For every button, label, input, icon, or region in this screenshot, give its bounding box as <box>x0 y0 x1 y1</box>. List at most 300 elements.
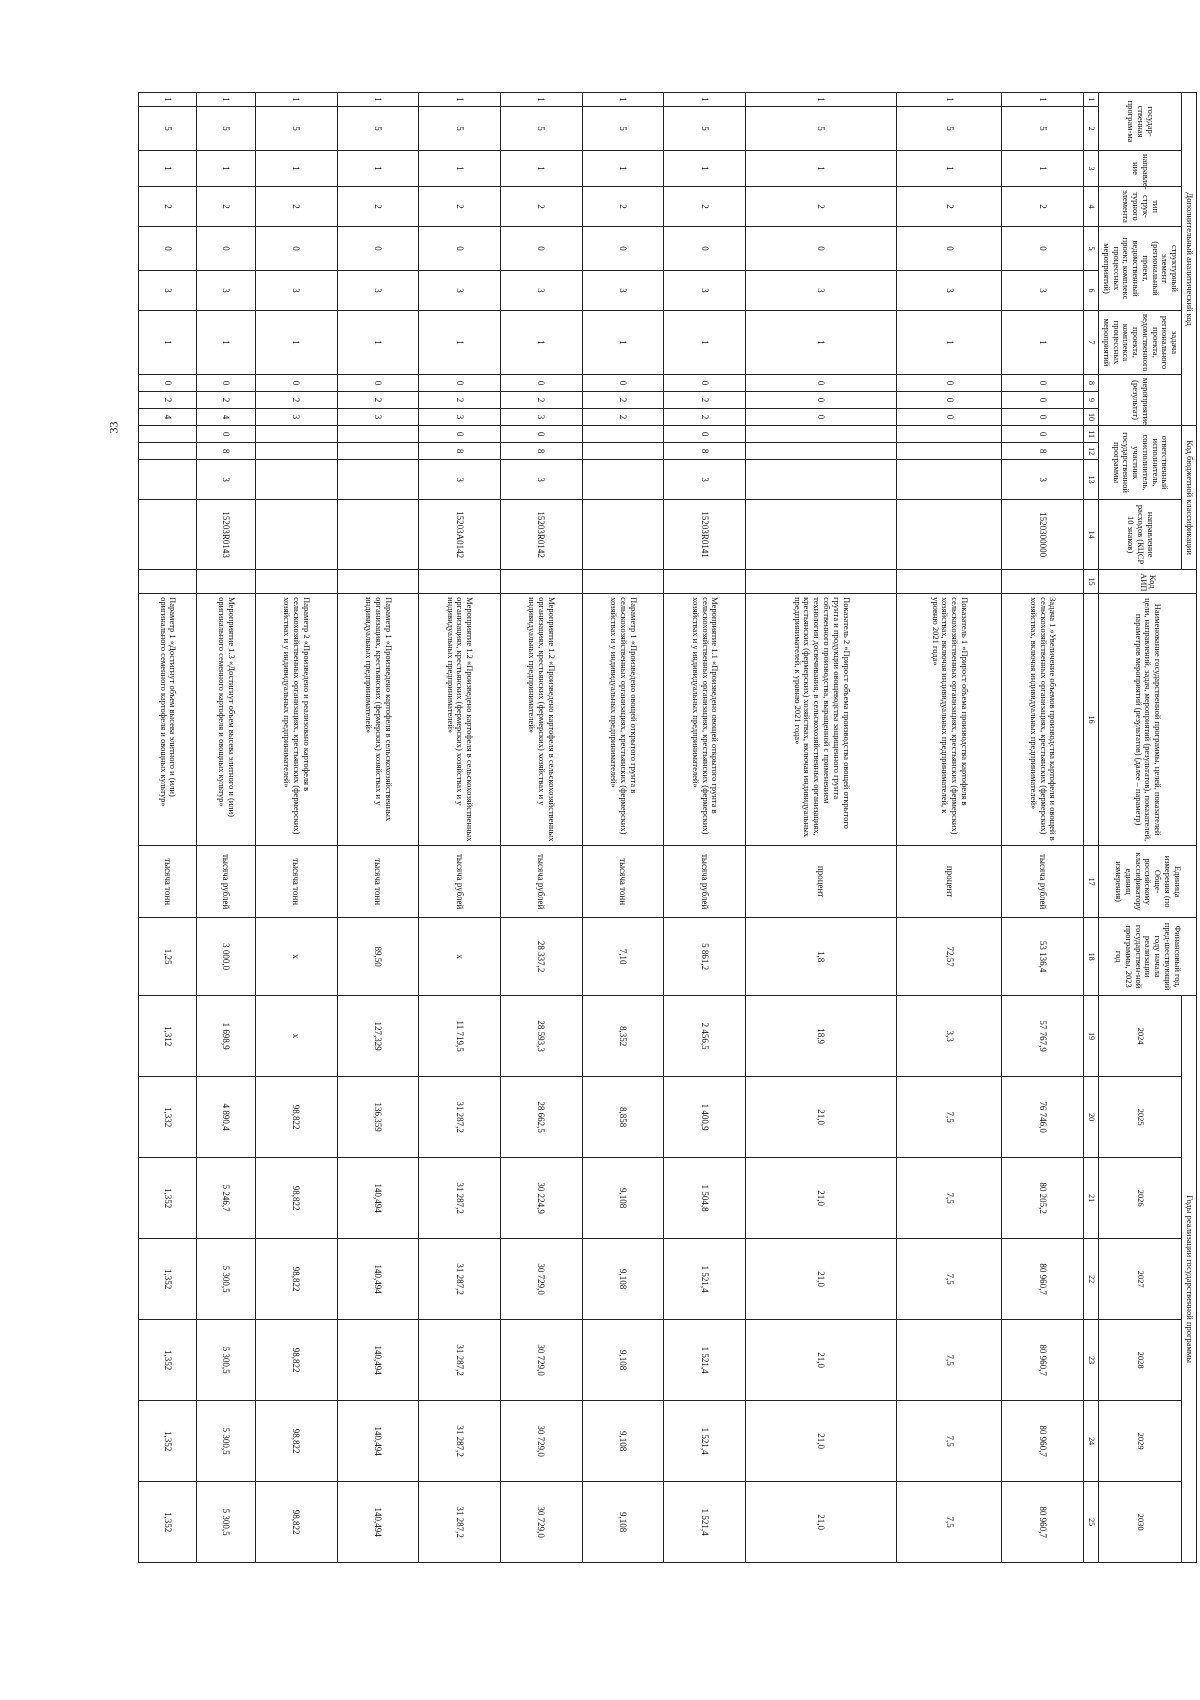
code-cell: 1 <box>582 151 664 187</box>
column-index-cell: 21 <box>1084 1158 1099 1239</box>
column-index-cell: 8 <box>1084 375 1099 392</box>
code-cell: 15203R0141 <box>664 500 746 570</box>
column-index-cell: 15 <box>1084 570 1099 594</box>
year-value-cell: 98,822 <box>255 1239 337 1320</box>
row-unit: тысяча тонн <box>337 846 419 918</box>
year-value-cell: 1 521,4 <box>664 1320 746 1401</box>
year-value-cell: 31 287,2 <box>419 1077 501 1158</box>
code-cell: 2 <box>500 187 582 227</box>
code-cell: 1 <box>745 311 896 375</box>
year-value-cell: 7,5 <box>897 1320 1002 1401</box>
header-year-2026: 2026 <box>1099 1158 1182 1239</box>
year-value-cell: 1,352 <box>138 1239 197 1320</box>
code-cell: 0 <box>337 227 419 271</box>
header-executor: ответственный исполнитель, соисполнитель, участник государственной программы <box>1099 426 1182 500</box>
code-cell: 2 <box>745 187 896 227</box>
code-cell <box>138 500 197 570</box>
code-cell: 1 <box>337 93 419 107</box>
code-cell: 0 <box>1002 426 1084 443</box>
year-value-cell: 1 400,9 <box>664 1077 746 1158</box>
code-cell <box>337 460 419 500</box>
row-base-year-value: 1,8 <box>745 918 896 996</box>
row-base-year-value: 5 861,2 <box>664 918 746 996</box>
column-index-cell: 14 <box>1084 500 1099 570</box>
row-base-year-value: 3 000,0 <box>197 918 255 996</box>
code-cell: 1 <box>138 311 197 375</box>
code-cell <box>897 500 1002 570</box>
code-cell: 0 <box>500 227 582 271</box>
code-cell: 0 <box>419 426 501 443</box>
row-unit: тысяча рублей <box>1002 846 1084 918</box>
row-name: Мероприятие 1.3 «Достигнут объем высева элитного и (или) оригинального семенного картофеля и овощных культур» <box>197 594 255 846</box>
row-name: Параметр 1 «Произведено овощей открытого грунта в сельскохозяйственных организациях, крестьянских (фермерских) хозяйствах и у индивидуальных предпринимателей» <box>582 594 664 846</box>
year-value-cell: 9,108 <box>582 1239 664 1320</box>
code-cell: 1 <box>138 93 197 107</box>
year-value-cell: 5 246,7 <box>197 1158 255 1239</box>
year-value-cell: 5 300,5 <box>197 1320 255 1401</box>
year-value-cell: 21,0 <box>745 1401 896 1482</box>
year-value-cell: 7,5 <box>897 1158 1002 1239</box>
code-cell <box>897 460 1002 500</box>
code-cell <box>419 570 501 594</box>
code-cell: 8 <box>664 443 746 460</box>
year-value-cell: 1 521,4 <box>664 1239 746 1320</box>
year-value-cell: 7,5 <box>897 1239 1002 1320</box>
code-cell: 3 <box>138 271 197 311</box>
code-cell: 3 <box>745 271 896 311</box>
year-value-cell: 5 300,5 <box>197 1401 255 1482</box>
code-cell <box>255 460 337 500</box>
program-table <box>138 92 1197 1563</box>
code-cell <box>197 570 255 594</box>
code-cell: 8 <box>419 443 501 460</box>
year-value-cell: 18,9 <box>745 996 896 1077</box>
code-cell: 2 <box>582 409 664 426</box>
row-unit: процент <box>745 846 896 918</box>
table-row <box>582 93 664 1563</box>
code-cell: 5 <box>500 107 582 151</box>
column-index-cell: 11 <box>1084 426 1099 443</box>
header-task: задача регионального проекта, ведомственного проекта, комплекса процессных мероприятий <box>1099 311 1182 375</box>
year-value-cell: 140,494 <box>337 1401 419 1482</box>
year-value-cell: 30 729,0 <box>500 1401 582 1482</box>
header-year-2027: 2027 <box>1099 1239 1182 1320</box>
year-value-cell: 1 698,9 <box>197 996 255 1077</box>
code-cell: 0 <box>582 227 664 271</box>
code-cell: 3 <box>255 409 337 426</box>
row-base-year-value: 72,57 <box>897 918 1002 996</box>
header-name: Наименование государственной программы, целей, показателей цели, направлений, задач, мероприятий (результатов), показателей, параметров мероприятий (результатов) (далее – параметр) <box>1099 594 1197 846</box>
header-aip: Код АИП <box>1099 570 1197 594</box>
row-name: Параметр 2 «Произведено и реализовано картофеля в сельскохозяйственных организациях, крестьянских (фермерских) хозяйствах и у индивидуальных предпринимателей» <box>255 594 337 846</box>
code-cell: 1 <box>419 151 501 187</box>
header-measure: мероприятие (результат) <box>1099 375 1182 426</box>
table-body <box>138 93 1083 1563</box>
code-cell: 1 <box>1002 151 1084 187</box>
year-value-cell: 136,359 <box>337 1077 419 1158</box>
code-cell: 2 <box>500 392 582 409</box>
code-cell: 2 <box>419 392 501 409</box>
row-unit: тысяча тонн <box>582 846 664 918</box>
code-cell: 8 <box>500 443 582 460</box>
year-value-cell: 1,352 <box>138 1320 197 1401</box>
code-cell: 0 <box>897 409 1002 426</box>
code-cell: 3 <box>1002 271 1084 311</box>
code-cell <box>337 500 419 570</box>
code-cell: 5 <box>138 107 197 151</box>
code-cell: 3 <box>1002 460 1084 500</box>
table-row <box>745 93 896 1563</box>
code-cell <box>582 460 664 500</box>
table-row <box>197 93 255 1563</box>
year-value-cell: 28 662,5 <box>500 1077 582 1158</box>
code-cell: 2 <box>582 392 664 409</box>
code-cell: 1 <box>255 311 337 375</box>
code-cell: 0 <box>500 426 582 443</box>
code-cell: 2 <box>664 409 746 426</box>
table-row <box>419 93 501 1563</box>
code-cell <box>745 426 896 443</box>
code-cell: 3 <box>337 271 419 311</box>
code-cell: 3 <box>500 460 582 500</box>
code-cell: 1 <box>745 93 896 107</box>
code-cell <box>745 460 896 500</box>
year-value-cell: 31 287,2 <box>419 1239 501 1320</box>
code-cell: 0 <box>138 227 197 271</box>
code-cell: 5 <box>745 107 896 151</box>
code-cell: 3 <box>664 460 746 500</box>
code-cell: 1 <box>419 311 501 375</box>
row-unit: процент <box>897 846 1002 918</box>
code-cell: 2 <box>197 392 255 409</box>
row-base-year-value: 7,10 <box>582 918 664 996</box>
table-row <box>500 93 582 1563</box>
year-value-cell: 30 224,9 <box>500 1158 582 1239</box>
column-index-cell: 6 <box>1084 271 1099 311</box>
code-cell: 1 <box>197 93 255 107</box>
code-cell <box>255 570 337 594</box>
code-cell: 1 <box>337 151 419 187</box>
code-cell: 1 <box>745 151 896 187</box>
code-cell: 15203R0142 <box>500 500 582 570</box>
code-cell: 4 <box>197 409 255 426</box>
code-cell: 0 <box>664 375 746 392</box>
column-index-cell: 10 <box>1084 409 1099 426</box>
year-value-cell: 28 593,3 <box>500 996 582 1077</box>
code-cell: 0 <box>419 227 501 271</box>
code-cell: 1 <box>897 311 1002 375</box>
code-cell <box>337 443 419 460</box>
code-cell: 0 <box>500 375 582 392</box>
year-value-cell: 80 960,7 <box>1002 1401 1084 1482</box>
column-index-cell: 2 <box>1084 107 1099 151</box>
column-index-cell: 22 <box>1084 1239 1099 1320</box>
year-value-cell: 1,312 <box>138 996 197 1077</box>
column-index-cell: 5 <box>1084 227 1099 271</box>
header-year-2024: 2024 <box>1099 996 1182 1077</box>
code-cell: 3 <box>582 271 664 311</box>
code-cell: 8 <box>197 443 255 460</box>
column-index-cell: 19 <box>1084 996 1099 1077</box>
column-index-cell: 3 <box>1084 151 1099 187</box>
row-name: Показатель 2 «Прирост объема производства овощей открытого грунта и продукции овощеводства защищенного грунта собственного производства, выращенной с применением технологии досвечивания, в сельскохозяйственных организациях, крестьянских (фермерских) хозяйствах, включая индивидуальных предпринимателей, к уровню 2021 года» <box>745 594 896 846</box>
row-unit: тысяча рублей <box>419 846 501 918</box>
column-index-cell: 16 <box>1084 594 1099 846</box>
code-cell: 3 <box>419 460 501 500</box>
code-cell <box>255 500 337 570</box>
year-value-cell: 21,0 <box>745 1239 896 1320</box>
code-cell: 2 <box>664 392 746 409</box>
year-value-cell: 80 960,7 <box>1002 1239 1084 1320</box>
code-cell: 2 <box>255 392 337 409</box>
code-cell <box>582 570 664 594</box>
code-cell: 3 <box>500 271 582 311</box>
year-value-cell: 2 456,5 <box>664 996 746 1077</box>
column-index-cell: 24 <box>1084 1401 1099 1482</box>
code-cell <box>897 570 1002 594</box>
table-row <box>664 93 746 1563</box>
code-cell: 0 <box>1002 227 1084 271</box>
table-row <box>255 93 337 1563</box>
row-unit: тысяча рублей <box>197 846 255 918</box>
year-value-cell: 11 719,5 <box>419 996 501 1077</box>
code-cell <box>897 443 1002 460</box>
code-cell: 5 <box>897 107 1002 151</box>
row-unit: тысяча рублей <box>664 846 746 918</box>
header-unit: Единица измерения (по Обще-российскому классификатору единиц измерения) <box>1099 846 1197 918</box>
code-cell: 1 <box>1002 93 1084 107</box>
code-cell <box>745 500 896 570</box>
year-value-cell: 1 521,4 <box>664 1401 746 1482</box>
code-cell: 0 <box>255 227 337 271</box>
year-value-cell: 127,329 <box>337 996 419 1077</box>
code-cell: 1 <box>664 311 746 375</box>
table-row <box>1002 93 1084 1563</box>
column-index-cell: 1 <box>1084 93 1099 107</box>
header-year-2025: 2025 <box>1099 1077 1182 1158</box>
row-base-year-value: 1,25 <box>138 918 197 996</box>
code-cell: 1 <box>897 151 1002 187</box>
code-cell: 3 <box>419 271 501 311</box>
year-value-cell: 80 205,2 <box>1002 1158 1084 1239</box>
rotated-table-container <box>158 92 1197 1560</box>
row-base-year-value: 28 337,2 <box>500 918 582 996</box>
year-value-cell: 7,5 <box>897 1077 1002 1158</box>
year-value-cell: 21,0 <box>745 1320 896 1401</box>
code-cell: 1 <box>255 151 337 187</box>
code-cell: 5 <box>337 107 419 151</box>
code-cell: 5 <box>419 107 501 151</box>
code-cell: 1 <box>197 151 255 187</box>
code-cell: 2 <box>419 187 501 227</box>
column-index-cell: 4 <box>1084 187 1099 227</box>
code-cell: 0 <box>419 375 501 392</box>
column-index-cell: 9 <box>1084 392 1099 409</box>
year-value-cell: 1 504,8 <box>664 1158 746 1239</box>
code-cell: 0 <box>897 392 1002 409</box>
code-cell <box>897 426 1002 443</box>
header-year-2028: 2028 <box>1099 1320 1182 1401</box>
page-number: 33 <box>106 421 121 434</box>
row-name: Показатель 1 «Прирост объема производства картофеля в сельскохозяйственных организациях, крестьянских (фермерских) хозяйствах, включая индивидуальных предпринимателей, к уровню 2021 года» <box>897 594 1002 846</box>
code-cell: 0 <box>745 409 896 426</box>
year-value-cell: 30 729,0 <box>500 1482 582 1563</box>
code-cell: 0 <box>197 375 255 392</box>
code-cell: 1 <box>255 93 337 107</box>
header-year-2029: 2029 <box>1099 1401 1182 1482</box>
table-row <box>138 93 197 1563</box>
code-cell: 1 <box>419 93 501 107</box>
year-value-cell: х <box>255 996 337 1077</box>
code-cell: 1 <box>500 311 582 375</box>
code-cell: 1 <box>197 311 255 375</box>
code-cell <box>138 443 197 460</box>
year-value-cell: 3,3 <box>897 996 1002 1077</box>
code-cell: 1 <box>664 93 746 107</box>
code-cell <box>664 570 746 594</box>
code-cell: 2 <box>897 187 1002 227</box>
code-cell: 3 <box>500 409 582 426</box>
code-cell: 2 <box>1002 187 1084 227</box>
code-cell: 0 <box>745 227 896 271</box>
code-cell: 2 <box>138 187 197 227</box>
code-cell: 1 <box>500 93 582 107</box>
code-cell: 0 <box>255 375 337 392</box>
code-cell: 1 <box>138 151 197 187</box>
code-cell: 1 <box>897 93 1002 107</box>
row-unit: тысяча тонн <box>255 846 337 918</box>
code-cell: 0 <box>745 375 896 392</box>
column-index-cell: 17 <box>1084 846 1099 918</box>
code-cell <box>745 570 896 594</box>
year-value-cell: 57 767,9 <box>1002 996 1084 1077</box>
year-value-cell: 9,108 <box>582 1320 664 1401</box>
code-cell: 0 <box>138 375 197 392</box>
row-name: Параметр 1 «Достигнут объем высева элитного и (или) оригинального семенного картофеля и овощных культур» <box>138 594 197 846</box>
row-name: Мероприятие 1.1 «Произведено овощей открытого грунта в сельскохозяйственных организациях, крестьянских (фермерских) хозяйствах и у индивидуальных предпринимателей» <box>664 594 746 846</box>
header-additional-code: Дополнительный аналитический код <box>1182 93 1197 426</box>
code-cell <box>138 426 197 443</box>
year-value-cell: 9,108 <box>582 1158 664 1239</box>
row-name: Мероприятие 1.2 «Произведено картофеля в сельскохозяйственных организациях, крестьянских (фермерских) хозяйствах и у индивидуальных предпринимателей» <box>500 594 582 846</box>
row-base-year-value: 53 136,4 <box>1002 918 1084 996</box>
code-cell <box>138 570 197 594</box>
year-value-cell: 7,5 <box>897 1482 1002 1563</box>
code-cell <box>1002 570 1084 594</box>
year-value-cell: 140,494 <box>337 1239 419 1320</box>
year-value-cell: 8,352 <box>582 996 664 1077</box>
row-base-year-value: х <box>255 918 337 996</box>
code-cell: 2 <box>197 187 255 227</box>
code-cell: 1 <box>337 311 419 375</box>
header-base-year: Финансовый год, пред-шествующий году начала реализации государствен-ной программы, 2023 год <box>1099 918 1197 996</box>
column-index-cell: 12 <box>1084 443 1099 460</box>
year-value-cell: 9,108 <box>582 1401 664 1482</box>
year-value-cell: 80 960,7 <box>1002 1320 1084 1401</box>
table-row <box>897 93 1002 1563</box>
year-value-cell: 21,0 <box>745 1077 896 1158</box>
code-cell: 5 <box>255 107 337 151</box>
code-cell <box>745 443 896 460</box>
code-cell: 8 <box>1002 443 1084 460</box>
year-value-cell: 31 287,2 <box>419 1482 501 1563</box>
column-index-cell: 23 <box>1084 1320 1099 1401</box>
code-cell: 2 <box>582 187 664 227</box>
year-value-cell: 31 287,2 <box>419 1320 501 1401</box>
code-cell: 0 <box>897 375 1002 392</box>
year-value-cell: 1 521,4 <box>664 1482 746 1563</box>
year-value-cell: 30 729,0 <box>500 1320 582 1401</box>
header-direction: направле-ние <box>1099 151 1182 187</box>
code-cell <box>500 570 582 594</box>
code-cell: 1 <box>664 151 746 187</box>
code-cell: 0 <box>1002 392 1084 409</box>
year-value-cell: 4 890,4 <box>197 1077 255 1158</box>
table-row <box>337 93 419 1563</box>
header-year-2030: 2030 <box>1099 1482 1182 1563</box>
code-cell: 0 <box>1002 375 1084 392</box>
year-value-cell: 1,332 <box>138 1077 197 1158</box>
code-cell: 0 <box>197 227 255 271</box>
code-cell: 0 <box>337 375 419 392</box>
code-cell: 3 <box>337 409 419 426</box>
code-cell: 1 <box>582 93 664 107</box>
code-cell: 0 <box>664 426 746 443</box>
row-unit: тысяча тонн <box>138 846 197 918</box>
row-name: Параметр 1 «Произведено картофеля в сельскохозяйственных организациях, крестьянских (фермерских) хозяйствах и у индивидуальных предпринимателей» <box>337 594 419 846</box>
year-value-cell: 31 287,2 <box>419 1401 501 1482</box>
code-cell: 3 <box>897 271 1002 311</box>
code-cell: 0 <box>197 426 255 443</box>
row-base-year-value: 89,50 <box>337 918 419 996</box>
code-cell: 5 <box>1002 107 1084 151</box>
header-budget-code: Код бюджетной классификации <box>1182 426 1197 570</box>
year-value-cell: 1,352 <box>138 1158 197 1239</box>
year-value-cell: 7,5 <box>897 1401 1002 1482</box>
code-cell: 2 <box>337 392 419 409</box>
code-cell: 0 <box>897 227 1002 271</box>
header-years-group: Годы реализации государственной программы <box>1182 996 1197 1563</box>
code-cell: 5 <box>582 107 664 151</box>
code-cell: 2 <box>337 187 419 227</box>
year-value-cell: 98,822 <box>255 1482 337 1563</box>
header-elem-type: тип струк-турного элемента <box>1099 187 1182 227</box>
code-cell: 1 <box>582 311 664 375</box>
year-value-cell: 98,822 <box>255 1158 337 1239</box>
code-cell: 3 <box>255 271 337 311</box>
column-index-cell: 7 <box>1084 311 1099 375</box>
code-cell: 15203R0143 <box>197 500 255 570</box>
code-cell: 3 <box>197 271 255 311</box>
code-cell: 1 <box>1002 311 1084 375</box>
code-cell <box>255 426 337 443</box>
year-value-cell: 5 300,5 <box>197 1239 255 1320</box>
year-value-cell: 140,494 <box>337 1482 419 1563</box>
code-cell: 0 <box>664 227 746 271</box>
code-cell <box>582 426 664 443</box>
row-base-year-value: х <box>419 918 501 996</box>
column-index-cell: 25 <box>1084 1482 1099 1563</box>
year-value-cell: 98,822 <box>255 1077 337 1158</box>
header-structural: структурный элемент (региональный проект, ведомственный проект, комплекс процессных мероприятий) <box>1099 227 1182 311</box>
year-value-cell: 5 300,5 <box>197 1482 255 1563</box>
year-value-cell: 76 746,0 <box>1002 1077 1084 1158</box>
year-value-cell: 21,0 <box>745 1482 896 1563</box>
code-cell: 2 <box>255 187 337 227</box>
year-value-cell: 140,494 <box>337 1158 419 1239</box>
header-expense: направление расходов (КЦСР 10 знаков) <box>1099 500 1182 570</box>
row-name: Задача 1 «Увеличение объемов производства картофеля и овощей в сельскохозяйственных организациях, крестьянских (фермерских) хозяйствах, включая индивидуальных предпринимателей» <box>1002 594 1084 846</box>
